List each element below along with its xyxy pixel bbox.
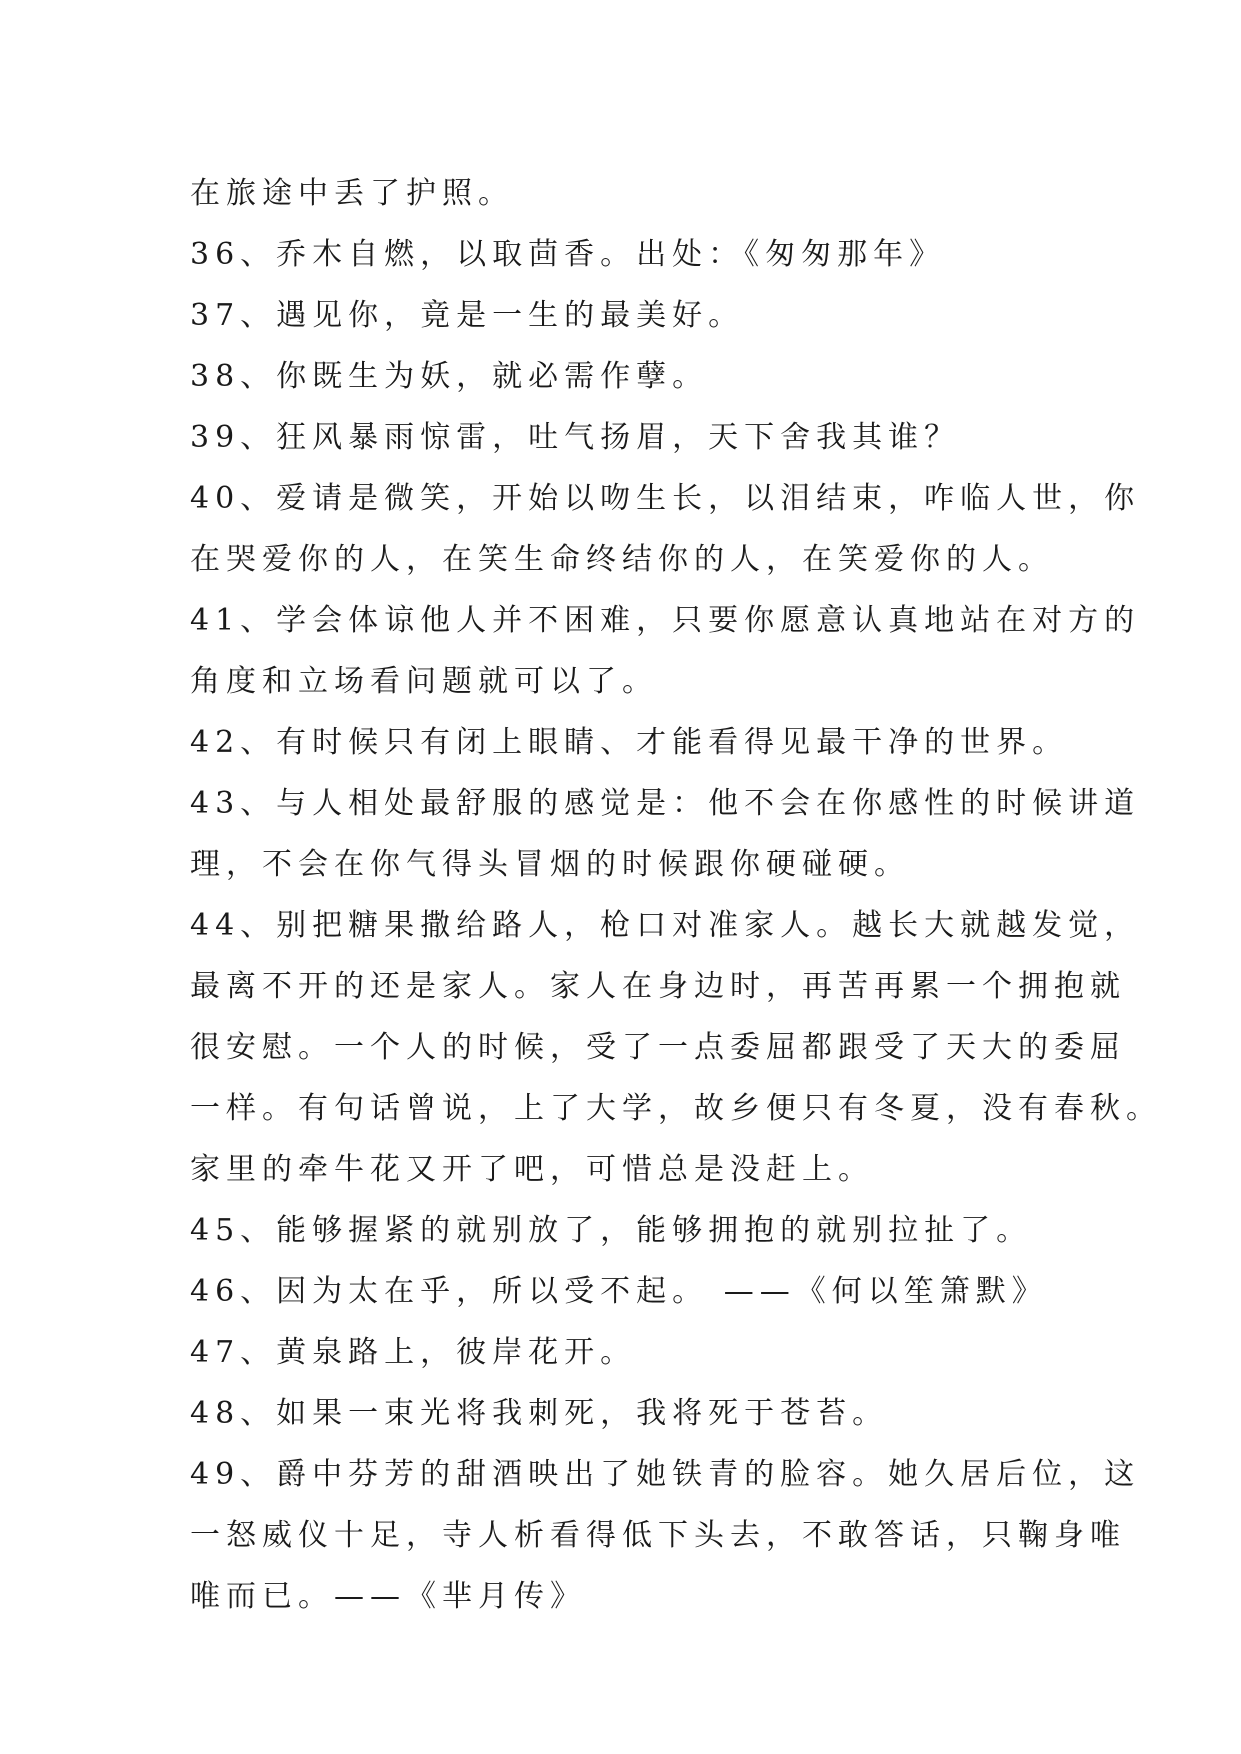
text-line: 46、因为太在乎，所以受不起。 ——《何以笙箫默》 xyxy=(190,1274,1048,1309)
text-line: 37、遇见你，竟是一生的最美好。 xyxy=(190,298,745,333)
text-line: 43、与人相处最舒服的感觉是：他不会在你感性的时候讲道 xyxy=(190,786,1141,821)
text-line: 最离不开的还是家人。家人在身边时，再苦再累一个拥抱就 xyxy=(190,969,1126,1004)
text-body xyxy=(190,163,1162,1627)
text-line: 一怒威仪十足，寺人析看得低下头去，不敢答话，只鞠身唯 xyxy=(190,1518,1126,1553)
text-line: 理，不会在你气得头冒烟的时候跟你硬碰硬。 xyxy=(190,847,910,882)
text-line: 41、学会体谅他人并不困难，只要你愿意认真地站在对方的 xyxy=(190,603,1141,638)
text-line: 38、你既生为妖，就必需作孽。 xyxy=(190,359,709,394)
text-line: 很安慰。一个人的时候，受了一点委屈都跟受了天大的委屈 xyxy=(190,1030,1126,1065)
text-line: 44、别把糖果撒给路人，枪口对准家人。越长大就越发觉， xyxy=(190,908,1141,943)
text-line: 40、爱请是微笑，开始以吻生长，以泪结束，咋临人世，你 xyxy=(190,481,1141,516)
text-line: 家里的牵牛花又开了吧，可惜总是没赶上。 xyxy=(190,1152,874,1187)
text-line: 一样。有句话曾说，上了大学，故乡便只有冬夏，没有春秋。 xyxy=(190,1091,1162,1126)
text-line: 42、有时候只有闭上眼睛、才能看得见最干净的世界。 xyxy=(190,725,1069,760)
text-line: 在哭爱你的人，在笑生命终结你的人，在笑爱你的人。 xyxy=(190,542,1054,577)
text-line: 39、狂风暴雨惊雷，吐气扬眉，天下舍我其谁？ xyxy=(190,420,961,455)
text-line: 48、如果一束光将我刺死，我将死于苍苔。 xyxy=(190,1396,889,1431)
text-line: 47、黄泉路上，彼岸花开。 xyxy=(190,1335,637,1370)
text-line: 45、能够握紧的就别放了，能够拥抱的就别拉扯了。 xyxy=(190,1213,1033,1248)
text-line: 36、乔木自燃，以取茴香。出处：《匆匆那年》 xyxy=(190,237,946,272)
text-line: 唯而已。——《芈月传》 xyxy=(190,1579,586,1614)
text-line: 角度和立场看问题就可以了。 xyxy=(190,664,658,699)
text-line: 49、爵中芬芳的甜酒映出了她铁青的脸容。她久居后位，这 xyxy=(190,1457,1141,1492)
text-line: 在旅途中丢了护照。 xyxy=(190,176,514,211)
